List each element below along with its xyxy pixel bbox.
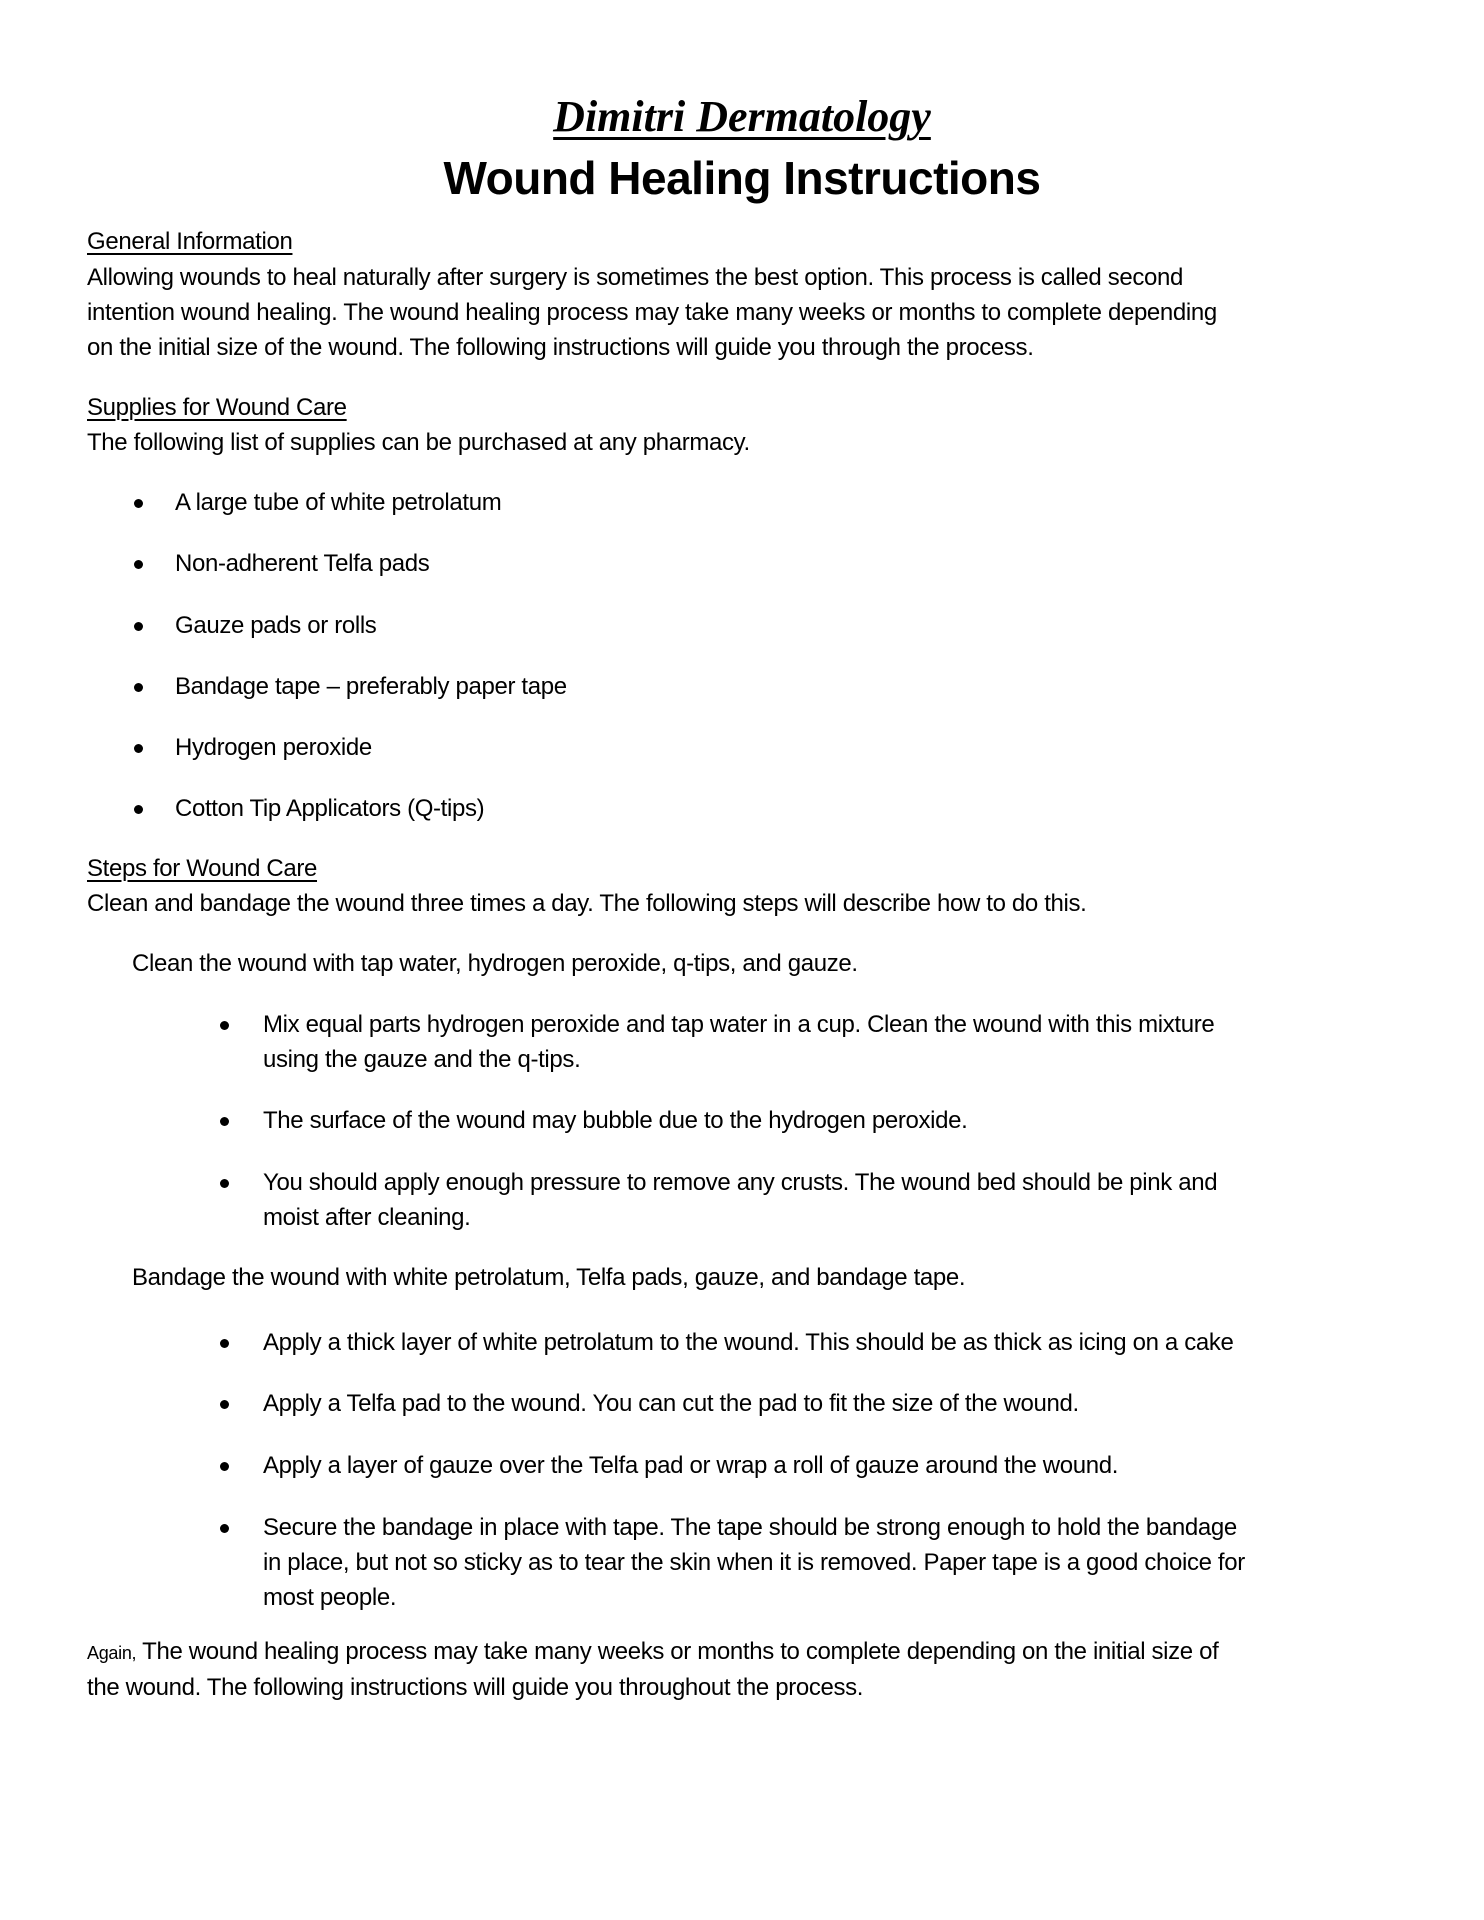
bullet-icon [220, 1462, 229, 1471]
list-item-text-cont: using the gauze and the q-tips. [263, 1046, 581, 1073]
list-item-text: Hydrogen peroxide [175, 734, 372, 761]
bullet-icon [134, 499, 143, 508]
list-item-text-cont: in place, but not so sticky as to tear the skin when it is removed. Paper tape is a good choice for [263, 1549, 1245, 1576]
list-item-text: Cotton Tip Applicators (Q-tips) [175, 795, 485, 822]
list-item-text: A large tube of white petrolatum [175, 489, 502, 516]
steps-heading: Steps for Wound Care [87, 855, 318, 882]
list-item-text: Gauze pads or rolls [175, 612, 377, 639]
bullet-icon [134, 744, 143, 753]
closing-line-1 [87, 1637, 1218, 1668]
general-info-line-1: Allowing wounds to heal naturally after surgery is sometimes the best option. This process is called second [87, 264, 1184, 291]
list-item-text: Non-adherent Telfa pads [175, 550, 430, 577]
supplies-heading: Supplies for Wound Care [87, 394, 347, 421]
closing-text: The wound healing process may take many weeks or months to complete depending on the initial size of [136, 1638, 1219, 1665]
general-info-line-2: intention wound healing. The wound healing process may take many weeks or months to complete depending [87, 299, 1217, 326]
bullet-icon [220, 1524, 229, 1533]
general-info-line-3: on the initial size of the wound. The following instructions will guide you through the process. [87, 334, 1034, 361]
list-item-text: Apply a Telfa pad to the wound. You can cut the pad to fit the size of the wound. [263, 1390, 1079, 1417]
bullet-icon [134, 683, 143, 692]
general-info-heading: General Information [87, 228, 293, 255]
closing-line-2: the wound. The following instructions will guide you throughout the process. [87, 1674, 864, 1701]
closing-prefix: Again, [87, 1643, 137, 1663]
bullet-icon [220, 1021, 229, 1030]
bullet-icon [220, 1117, 229, 1126]
list-item-text: You should apply enough pressure to remove any crusts. The wound bed should be pink and [263, 1169, 1218, 1196]
clinic-name-text: Dimitri Dermatology [553, 92, 931, 141]
list-item-text: Apply a thick layer of white petrolatum to the wound. This should be as thick as icing on a cake [263, 1329, 1234, 1356]
list-item-text: The surface of the wound may bubble due to the hydrogen peroxide. [263, 1107, 968, 1134]
page-title: Wound Healing Instructions [443, 152, 1041, 204]
steps-intro: Clean and bandage the wound three times a day. The following steps will describe how to do this. [87, 890, 1087, 917]
list-item-text: Bandage tape – preferably paper tape [175, 673, 567, 700]
list-item-text: Mix equal parts hydrogen peroxide and tap water in a cup. Clean the wound with this mixture [263, 1011, 1215, 1038]
list-item-text-cont: moist after cleaning. [263, 1204, 471, 1231]
list-item-text: Secure the bandage in place with tape. The tape should be strong enough to hold the bandage [263, 1514, 1237, 1541]
list-item-text: Apply a layer of gauze over the Telfa pad or wrap a roll of gauze around the wound. [263, 1452, 1119, 1479]
clinic-name [0, 92, 1484, 142]
bullet-icon [134, 622, 143, 631]
bandage-step-label: Bandage the wound with white petrolatum, Telfa pads, gauze, and bandage tape. [132, 1264, 966, 1291]
bullet-icon [220, 1400, 229, 1409]
bullet-icon [134, 805, 143, 814]
list-item-text-cont: most people. [263, 1584, 397, 1611]
supplies-intro: The following list of supplies can be purchased at any pharmacy. [87, 429, 750, 456]
clean-step-label: Clean the wound with tap water, hydrogen peroxide, q-tips, and gauze. [132, 950, 858, 977]
bullet-icon [134, 560, 143, 569]
bullet-icon [220, 1179, 229, 1188]
bullet-icon [220, 1339, 229, 1348]
